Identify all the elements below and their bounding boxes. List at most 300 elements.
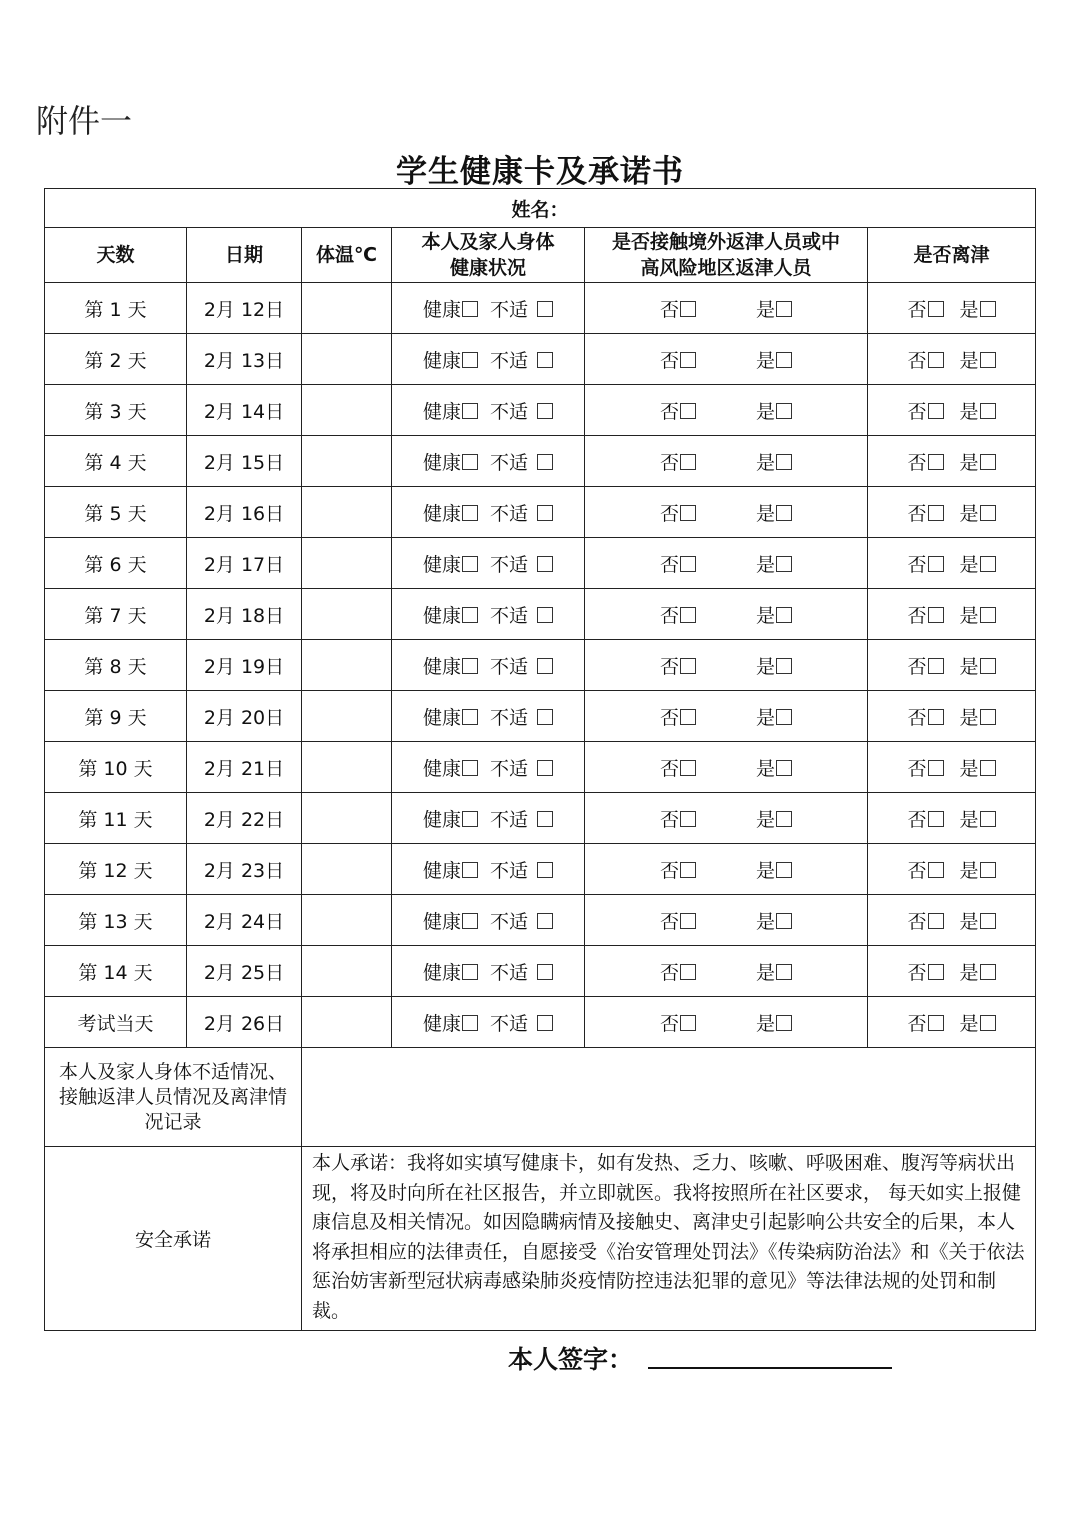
date-cell: 2月 13日 bbox=[187, 334, 302, 385]
leave-yes-label: 是 bbox=[959, 808, 979, 831]
healthy-label: 健康 bbox=[422, 706, 461, 729]
header-contact-line1: 是否接触境外返津人员或中 bbox=[611, 231, 840, 253]
contact-cell bbox=[585, 334, 868, 385]
leave-no-label: 否 bbox=[907, 910, 927, 933]
unwell-label: 不适 bbox=[490, 1012, 529, 1035]
leave-yes-label: 是 bbox=[959, 451, 979, 474]
table-row bbox=[45, 742, 1036, 793]
contact-no-checkbox[interactable] bbox=[680, 301, 696, 317]
header-leave: 是否离津 bbox=[868, 228, 1036, 283]
unwell-label: 不适 bbox=[490, 451, 529, 474]
unwell-checkbox[interactable] bbox=[537, 709, 553, 725]
leave-no-checkbox[interactable] bbox=[928, 658, 944, 674]
contact-no-label: 否 bbox=[659, 502, 679, 525]
day-cell: 第 11 天 bbox=[45, 793, 187, 844]
leave-cell bbox=[868, 742, 1036, 793]
healthy-checkbox[interactable] bbox=[462, 352, 478, 368]
date-cell: 2月 22日 bbox=[187, 793, 302, 844]
unwell-checkbox[interactable] bbox=[537, 760, 553, 776]
contact-no-label: 否 bbox=[659, 553, 679, 576]
contact-yes-checkbox[interactable] bbox=[776, 454, 792, 470]
contact-yes-label: 是 bbox=[756, 400, 776, 423]
leave-cell bbox=[868, 283, 1036, 334]
signature-label: 本人签字： bbox=[508, 1345, 634, 1374]
leave-yes-label: 是 bbox=[959, 910, 979, 933]
health-status-cell bbox=[392, 793, 585, 844]
contact-yes-label: 是 bbox=[756, 961, 776, 984]
leave-no-label: 否 bbox=[907, 859, 927, 882]
table-row bbox=[45, 946, 1036, 997]
leave-no-checkbox[interactable] bbox=[928, 1015, 944, 1031]
day-cell: 第 8 天 bbox=[45, 640, 187, 691]
healthy-checkbox[interactable] bbox=[462, 811, 478, 827]
leave-no-label: 否 bbox=[907, 400, 927, 423]
date-cell: 2月 16日 bbox=[187, 487, 302, 538]
promise-row bbox=[45, 1147, 1036, 1331]
table-row bbox=[45, 538, 1036, 589]
unwell-label: 不适 bbox=[490, 859, 529, 882]
day-cell: 第 1 天 bbox=[45, 283, 187, 334]
unwell-label: 不适 bbox=[490, 655, 529, 678]
unwell-checkbox[interactable] bbox=[537, 403, 553, 419]
leave-no-label: 否 bbox=[907, 451, 927, 474]
leave-yes-checkbox[interactable] bbox=[980, 811, 996, 827]
record-field[interactable] bbox=[302, 1048, 1036, 1147]
contact-no-checkbox[interactable] bbox=[680, 760, 696, 776]
healthy-checkbox[interactable] bbox=[462, 607, 478, 623]
contact-yes-checkbox[interactable] bbox=[776, 964, 792, 980]
contact-no-checkbox[interactable] bbox=[680, 658, 696, 674]
temperature-field[interactable] bbox=[302, 283, 392, 334]
contact-no-checkbox[interactable] bbox=[680, 1015, 696, 1031]
leave-no-checkbox[interactable] bbox=[928, 709, 944, 725]
contact-yes-checkbox[interactable] bbox=[776, 607, 792, 623]
leave-yes-checkbox[interactable] bbox=[980, 352, 996, 368]
contact-yes-label: 是 bbox=[756, 553, 776, 576]
leave-yes-checkbox[interactable] bbox=[980, 403, 996, 419]
leave-yes-label: 是 bbox=[959, 553, 979, 576]
health-status-cell bbox=[392, 334, 585, 385]
contact-no-label: 否 bbox=[659, 298, 679, 321]
temperature-field[interactable] bbox=[302, 589, 392, 640]
temperature-field[interactable] bbox=[302, 946, 392, 997]
health-status-cell bbox=[392, 946, 585, 997]
temperature-field[interactable] bbox=[302, 385, 392, 436]
leave-yes-label: 是 bbox=[959, 706, 979, 729]
contact-yes-checkbox[interactable] bbox=[776, 862, 792, 878]
contact-no-checkbox[interactable] bbox=[680, 454, 696, 470]
unwell-checkbox[interactable] bbox=[537, 556, 553, 572]
contact-yes-checkbox[interactable] bbox=[776, 403, 792, 419]
temperature-field[interactable] bbox=[302, 742, 392, 793]
contact-no-checkbox[interactable] bbox=[680, 505, 696, 521]
leave-yes-checkbox[interactable] bbox=[980, 556, 996, 572]
contact-cell bbox=[585, 436, 868, 487]
contact-no-label: 否 bbox=[659, 961, 679, 984]
date-cell: 2月 15日 bbox=[187, 436, 302, 487]
unwell-checkbox[interactable] bbox=[537, 1015, 553, 1031]
leave-yes-checkbox[interactable] bbox=[980, 505, 996, 521]
healthy-label: 健康 bbox=[422, 859, 461, 882]
health-status-cell bbox=[392, 997, 585, 1048]
health-status-cell bbox=[392, 895, 585, 946]
unwell-label: 不适 bbox=[490, 298, 529, 321]
leave-cell bbox=[868, 487, 1036, 538]
healthy-label: 健康 bbox=[422, 910, 461, 933]
temperature-field[interactable] bbox=[302, 334, 392, 385]
healthy-checkbox[interactable] bbox=[462, 760, 478, 776]
date-cell: 2月 12日 bbox=[187, 283, 302, 334]
healthy-label: 健康 bbox=[422, 502, 461, 525]
leave-yes-checkbox[interactable] bbox=[980, 454, 996, 470]
contact-cell bbox=[585, 742, 868, 793]
leave-yes-label: 是 bbox=[959, 655, 979, 678]
contact-cell bbox=[585, 793, 868, 844]
healthy-label: 健康 bbox=[422, 757, 461, 780]
unwell-checkbox[interactable] bbox=[537, 811, 553, 827]
unwell-checkbox[interactable] bbox=[537, 352, 553, 368]
day-cell: 第 14 天 bbox=[45, 946, 187, 997]
leave-yes-label: 是 bbox=[959, 859, 979, 882]
contact-cell bbox=[585, 844, 868, 895]
contact-cell bbox=[585, 691, 868, 742]
contact-yes-checkbox[interactable] bbox=[776, 709, 792, 725]
contact-no-label: 否 bbox=[659, 451, 679, 474]
leave-no-label: 否 bbox=[907, 502, 927, 525]
leave-yes-checkbox[interactable] bbox=[980, 1015, 996, 1031]
contact-no-checkbox[interactable] bbox=[680, 862, 696, 878]
contact-no-checkbox[interactable] bbox=[680, 403, 696, 419]
date-cell: 2月 23日 bbox=[187, 844, 302, 895]
contact-yes-label: 是 bbox=[756, 451, 776, 474]
unwell-label: 不适 bbox=[490, 400, 529, 423]
contact-yes-checkbox[interactable] bbox=[776, 760, 792, 776]
health-status-cell bbox=[392, 640, 585, 691]
table-row bbox=[45, 691, 1036, 742]
health-status-cell bbox=[392, 385, 585, 436]
leave-cell bbox=[868, 946, 1036, 997]
leave-no-checkbox[interactable] bbox=[928, 862, 944, 878]
leave-cell bbox=[868, 589, 1036, 640]
contact-yes-checkbox[interactable] bbox=[776, 505, 792, 521]
signature-line[interactable] bbox=[648, 1367, 892, 1369]
temperature-field[interactable] bbox=[302, 640, 392, 691]
temperature-field[interactable] bbox=[302, 487, 392, 538]
contact-no-label: 否 bbox=[659, 757, 679, 780]
health-status-cell bbox=[392, 538, 585, 589]
contact-no-checkbox[interactable] bbox=[680, 913, 696, 929]
unwell-label: 不适 bbox=[490, 757, 529, 780]
contact-cell bbox=[585, 538, 868, 589]
healthy-label: 健康 bbox=[422, 553, 461, 576]
healthy-label: 健康 bbox=[422, 1012, 461, 1035]
health-status-cell bbox=[392, 436, 585, 487]
unwell-checkbox[interactable] bbox=[537, 862, 553, 878]
healthy-label: 健康 bbox=[422, 961, 461, 984]
contact-no-label: 否 bbox=[659, 910, 679, 933]
leave-no-checkbox[interactable] bbox=[928, 760, 944, 776]
unwell-label: 不适 bbox=[490, 808, 529, 831]
contact-no-label: 否 bbox=[659, 349, 679, 372]
contact-cell bbox=[585, 487, 868, 538]
contact-no-label: 否 bbox=[659, 400, 679, 423]
contact-yes-checkbox[interactable] bbox=[776, 658, 792, 674]
contact-no-label: 否 bbox=[659, 859, 679, 882]
leave-yes-checkbox[interactable] bbox=[980, 658, 996, 674]
table-row bbox=[45, 997, 1036, 1048]
leave-yes-label: 是 bbox=[959, 298, 979, 321]
contact-no-label: 否 bbox=[659, 604, 679, 627]
contact-yes-label: 是 bbox=[756, 1012, 776, 1035]
date-cell: 2月 21日 bbox=[187, 742, 302, 793]
leave-cell bbox=[868, 793, 1036, 844]
table-row bbox=[45, 589, 1036, 640]
health-status-cell bbox=[392, 283, 585, 334]
header-days: 天数 bbox=[45, 228, 187, 283]
header-contact bbox=[585, 228, 868, 283]
contact-cell bbox=[585, 385, 868, 436]
leave-cell bbox=[868, 334, 1036, 385]
healthy-label: 健康 bbox=[422, 349, 461, 372]
leave-cell bbox=[868, 436, 1036, 487]
healthy-checkbox[interactable] bbox=[462, 658, 478, 674]
contact-cell bbox=[585, 589, 868, 640]
leave-no-checkbox[interactable] bbox=[928, 505, 944, 521]
healthy-checkbox[interactable] bbox=[462, 403, 478, 419]
contact-cell bbox=[585, 997, 868, 1048]
unwell-label: 不适 bbox=[490, 553, 529, 576]
health-status-cell bbox=[392, 691, 585, 742]
health-status-cell bbox=[392, 487, 585, 538]
promise-text: 本人承诺：我将如实填写健康卡，如有发热、乏力、咳嗽、呼吸困难、腹泻等病状出现，将及时向所在社区报告，并立即就医。我将按照所在社区要求， 每天如实上报健康信息及相关情况。如因隐瞒病情及接触史、离津史引起影响公共安全的后果，本人将承担相应的法律责任，自愿接受《治安管理处罚法》《传染病防治法》和《关于依法惩治妨害新型冠状病毒感染肺炎疫情防控违法犯罪的意见》等法律法规的处罚和制裁。 bbox=[302, 1147, 1036, 1331]
leave-yes-checkbox[interactable] bbox=[980, 607, 996, 623]
contact-yes-checkbox[interactable] bbox=[776, 556, 792, 572]
name-field[interactable] bbox=[45, 189, 1036, 228]
healthy-checkbox[interactable] bbox=[462, 964, 478, 980]
header-temp: 体温℃ bbox=[302, 228, 392, 283]
leave-yes-checkbox[interactable] bbox=[980, 301, 996, 317]
contact-cell bbox=[585, 283, 868, 334]
healthy-label: 健康 bbox=[422, 400, 461, 423]
leave-cell bbox=[868, 844, 1036, 895]
leave-yes-label: 是 bbox=[959, 502, 979, 525]
contact-yes-label: 是 bbox=[756, 706, 776, 729]
day-cell: 第 10 天 bbox=[45, 742, 187, 793]
attachment-label: 附件一 bbox=[36, 102, 133, 140]
leave-no-checkbox[interactable] bbox=[928, 964, 944, 980]
contact-yes-checkbox[interactable] bbox=[776, 301, 792, 317]
promise-label: 安全承诺 bbox=[45, 1147, 302, 1331]
unwell-label: 不适 bbox=[490, 604, 529, 627]
leave-cell bbox=[868, 895, 1036, 946]
leave-no-label: 否 bbox=[907, 655, 927, 678]
day-cell: 第 7 天 bbox=[45, 589, 187, 640]
table-row bbox=[45, 334, 1036, 385]
healthy-checkbox[interactable] bbox=[462, 862, 478, 878]
contact-yes-checkbox[interactable] bbox=[776, 1015, 792, 1031]
record-row bbox=[45, 1048, 1036, 1147]
leave-no-label: 否 bbox=[907, 298, 927, 321]
leave-yes-label: 是 bbox=[959, 1012, 979, 1035]
name-row bbox=[45, 189, 1036, 228]
leave-yes-checkbox[interactable] bbox=[980, 709, 996, 725]
table-row bbox=[45, 640, 1036, 691]
leave-cell bbox=[868, 640, 1036, 691]
healthy-checkbox[interactable] bbox=[462, 505, 478, 521]
healthy-label: 健康 bbox=[422, 298, 461, 321]
leave-no-checkbox[interactable] bbox=[928, 352, 944, 368]
header-health bbox=[392, 228, 585, 283]
day-cell: 第 12 天 bbox=[45, 844, 187, 895]
leave-no-label: 否 bbox=[907, 961, 927, 984]
contact-yes-label: 是 bbox=[756, 910, 776, 933]
leave-yes-label: 是 bbox=[959, 757, 979, 780]
unwell-checkbox[interactable] bbox=[537, 913, 553, 929]
name-label: 姓名： bbox=[511, 198, 569, 221]
contact-no-checkbox[interactable] bbox=[680, 811, 696, 827]
table-row bbox=[45, 895, 1036, 946]
contact-yes-label: 是 bbox=[756, 502, 776, 525]
healthy-checkbox[interactable] bbox=[462, 709, 478, 725]
date-cell: 2月 25日 bbox=[187, 946, 302, 997]
leave-no-checkbox[interactable] bbox=[928, 607, 944, 623]
table-row bbox=[45, 436, 1036, 487]
unwell-checkbox[interactable] bbox=[537, 454, 553, 470]
temperature-field[interactable] bbox=[302, 538, 392, 589]
unwell-label: 不适 bbox=[490, 349, 529, 372]
date-cell: 2月 19日 bbox=[187, 640, 302, 691]
healthy-label: 健康 bbox=[422, 604, 461, 627]
temperature-field[interactable] bbox=[302, 436, 392, 487]
leave-yes-label: 是 bbox=[959, 400, 979, 423]
contact-yes-label: 是 bbox=[756, 604, 776, 627]
unwell-checkbox[interactable] bbox=[537, 658, 553, 674]
healthy-checkbox[interactable] bbox=[462, 1015, 478, 1031]
page-title: 学生健康卡及承诺书 bbox=[396, 154, 684, 190]
table-row bbox=[45, 844, 1036, 895]
health-status-cell bbox=[392, 844, 585, 895]
leave-yes-checkbox[interactable] bbox=[980, 913, 996, 929]
leave-no-label: 否 bbox=[907, 706, 927, 729]
contact-no-checkbox[interactable] bbox=[680, 607, 696, 623]
unwell-checkbox[interactable] bbox=[537, 607, 553, 623]
healthy-checkbox[interactable] bbox=[462, 301, 478, 317]
leave-no-label: 否 bbox=[907, 349, 927, 372]
day-cell: 第 5 天 bbox=[45, 487, 187, 538]
health-card-table bbox=[44, 188, 1036, 1331]
temperature-field[interactable] bbox=[302, 793, 392, 844]
healthy-label: 健康 bbox=[422, 655, 461, 678]
unwell-checkbox[interactable] bbox=[537, 505, 553, 521]
leave-no-checkbox[interactable] bbox=[928, 301, 944, 317]
contact-no-checkbox[interactable] bbox=[680, 964, 696, 980]
contact-yes-checkbox[interactable] bbox=[776, 811, 792, 827]
healthy-checkbox[interactable] bbox=[462, 454, 478, 470]
temperature-field[interactable] bbox=[302, 844, 392, 895]
contact-yes-label: 是 bbox=[756, 859, 776, 882]
contact-yes-label: 是 bbox=[756, 655, 776, 678]
leave-yes-checkbox[interactable] bbox=[980, 964, 996, 980]
leave-yes-checkbox[interactable] bbox=[980, 862, 996, 878]
healthy-checkbox[interactable] bbox=[462, 913, 478, 929]
contact-yes-label: 是 bbox=[756, 757, 776, 780]
day-cell: 第 4 天 bbox=[45, 436, 187, 487]
day-cell: 第 3 天 bbox=[45, 385, 187, 436]
leave-no-checkbox[interactable] bbox=[928, 811, 944, 827]
leave-cell bbox=[868, 538, 1036, 589]
day-cell: 第 2 天 bbox=[45, 334, 187, 385]
header-date: 日期 bbox=[187, 228, 302, 283]
leave-cell bbox=[868, 997, 1036, 1048]
contact-yes-label: 是 bbox=[756, 808, 776, 831]
leave-no-checkbox[interactable] bbox=[928, 454, 944, 470]
day-cell: 第 13 天 bbox=[45, 895, 187, 946]
healthy-label: 健康 bbox=[422, 808, 461, 831]
date-cell: 2月 24日 bbox=[187, 895, 302, 946]
unwell-label: 不适 bbox=[490, 502, 529, 525]
table-row bbox=[45, 283, 1036, 334]
contact-no-label: 否 bbox=[659, 706, 679, 729]
date-cell: 2月 18日 bbox=[187, 589, 302, 640]
leave-cell bbox=[868, 691, 1036, 742]
unwell-checkbox[interactable] bbox=[537, 964, 553, 980]
healthy-label: 健康 bbox=[422, 451, 461, 474]
leave-no-label: 否 bbox=[907, 808, 927, 831]
unwell-checkbox[interactable] bbox=[537, 301, 553, 317]
contact-yes-label: 是 bbox=[756, 298, 776, 321]
contact-no-checkbox[interactable] bbox=[680, 556, 696, 572]
unwell-label: 不适 bbox=[490, 961, 529, 984]
temperature-field[interactable] bbox=[302, 895, 392, 946]
table-row bbox=[45, 487, 1036, 538]
contact-no-checkbox[interactable] bbox=[680, 352, 696, 368]
leave-no-label: 否 bbox=[907, 553, 927, 576]
temperature-field[interactable] bbox=[302, 997, 392, 1048]
leave-yes-label: 是 bbox=[959, 349, 979, 372]
leave-yes-checkbox[interactable] bbox=[980, 760, 996, 776]
date-cell: 2月 14日 bbox=[187, 385, 302, 436]
leave-no-checkbox[interactable] bbox=[928, 403, 944, 419]
table-row bbox=[45, 793, 1036, 844]
leave-no-checkbox[interactable] bbox=[928, 556, 944, 572]
leave-no-checkbox[interactable] bbox=[928, 913, 944, 929]
table-row bbox=[45, 385, 1036, 436]
date-cell: 2月 26日 bbox=[187, 997, 302, 1048]
leave-no-label: 否 bbox=[907, 604, 927, 627]
leave-yes-label: 是 bbox=[959, 604, 979, 627]
temperature-field[interactable] bbox=[302, 691, 392, 742]
contact-yes-checkbox[interactable] bbox=[776, 352, 792, 368]
date-cell: 2月 17日 bbox=[187, 538, 302, 589]
unwell-label: 不适 bbox=[490, 910, 529, 933]
healthy-checkbox[interactable] bbox=[462, 556, 478, 572]
contact-no-label: 否 bbox=[659, 808, 679, 831]
unwell-label: 不适 bbox=[490, 706, 529, 729]
date-cell: 2月 20日 bbox=[187, 691, 302, 742]
leave-cell bbox=[868, 385, 1036, 436]
health-status-cell bbox=[392, 589, 585, 640]
record-label: 本人及家人身体不适情况、接触返津人员情况及离津情况记录 bbox=[45, 1048, 302, 1147]
leave-yes-label: 是 bbox=[959, 961, 979, 984]
leave-no-label: 否 bbox=[907, 1012, 927, 1035]
header-health-line2: 健康状况 bbox=[449, 257, 526, 279]
header-contact-line2: 高风险地区返津人员 bbox=[640, 257, 812, 279]
header-row bbox=[45, 228, 1036, 283]
contact-yes-checkbox[interactable] bbox=[776, 913, 792, 929]
health-status-cell bbox=[392, 742, 585, 793]
contact-cell bbox=[585, 640, 868, 691]
contact-no-checkbox[interactable] bbox=[680, 709, 696, 725]
